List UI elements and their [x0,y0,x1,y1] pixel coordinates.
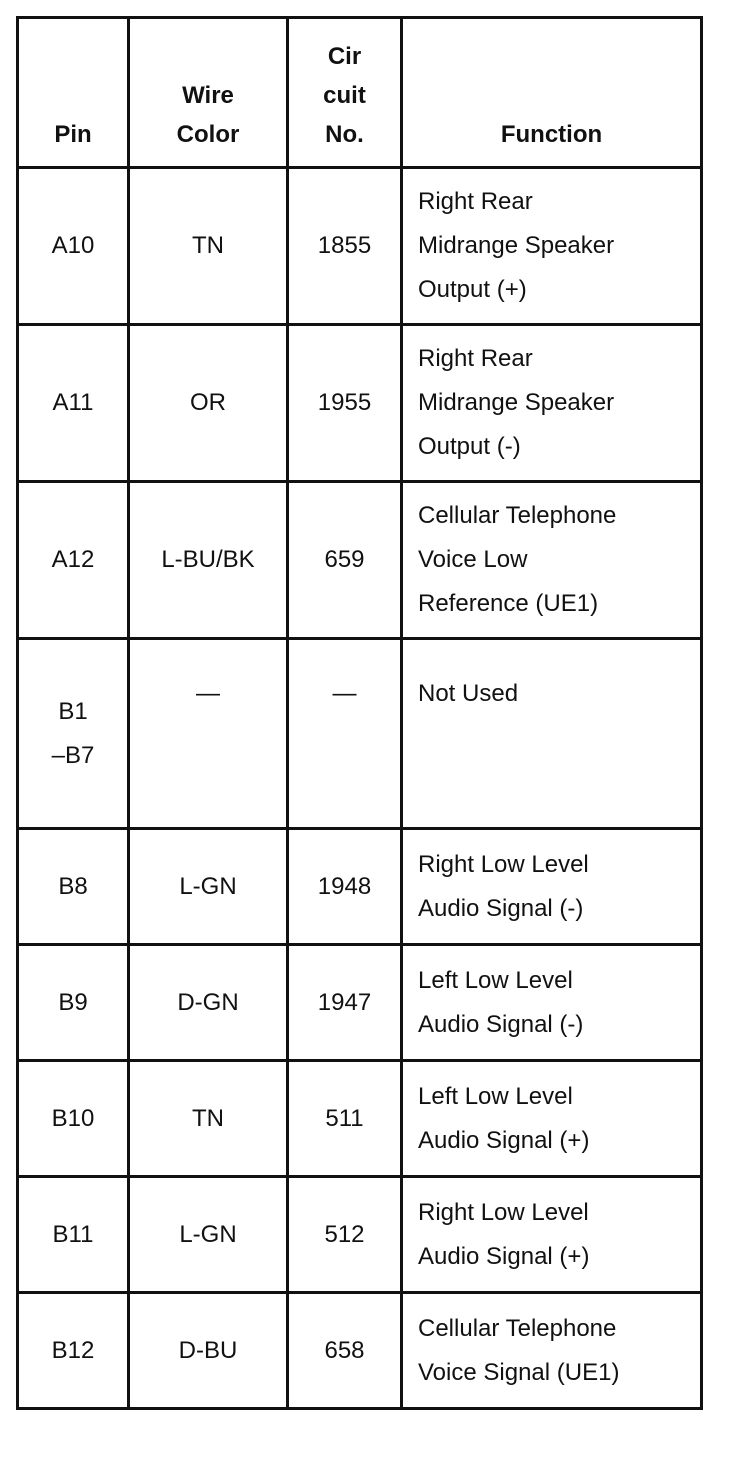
wire-color-cell: TN [129,168,288,325]
pin-cell: A12 [18,482,129,639]
table-row [18,945,702,1061]
circuit-cell: — [288,639,402,829]
header-row [18,18,702,168]
circuit-cell: 1955 [288,325,402,482]
function-cell: Cellular Telephone Voice Low Reference (UE1) [402,482,702,639]
pin-cell: B10 [18,1061,129,1177]
table-row [18,829,702,945]
table-row [18,1061,702,1177]
header-wire-color: Wire Color [129,18,288,168]
table-row [18,1177,702,1293]
wire-color-cell: D-BU [129,1293,288,1409]
function-cell: Left Low Level Audio Signal (+) [402,1061,702,1177]
wire-color-cell: OR [129,325,288,482]
wire-color-cell: L-GN [129,829,288,945]
table-row [18,482,702,639]
header-circuit-no: Cir cuit No. [288,18,402,168]
pinout-table [16,16,703,1410]
function-cell: Left Low Level Audio Signal (-) [402,945,702,1061]
function-cell: Right Rear Midrange Speaker Output (-) [402,325,702,482]
pin-cell: B12 [18,1293,129,1409]
pin-cell: A10 [18,168,129,325]
circuit-cell: 658 [288,1293,402,1409]
header-pin: Pin [18,18,129,168]
header-function: Function [402,18,702,168]
circuit-cell: 659 [288,482,402,639]
table-row [18,639,702,829]
function-cell: Right Low Level Audio Signal (-) [402,829,702,945]
circuit-cell: 511 [288,1061,402,1177]
wire-color-cell: D-GN [129,945,288,1061]
pin-cell: B9 [18,945,129,1061]
circuit-cell: 1948 [288,829,402,945]
table-row [18,1293,702,1409]
wire-color-cell: L-BU/BK [129,482,288,639]
pin-cell: B11 [18,1177,129,1293]
function-cell: Not Used [402,639,702,829]
function-cell: Right Low Level Audio Signal (+) [402,1177,702,1293]
pin-cell: B1 –B7 [18,639,129,829]
wire-color-cell: L-GN [129,1177,288,1293]
circuit-cell: 512 [288,1177,402,1293]
circuit-cell: 1855 [288,168,402,325]
function-cell: Cellular Telephone Voice Signal (UE1) [402,1293,702,1409]
wire-color-cell: TN [129,1061,288,1177]
pin-cell: B8 [18,829,129,945]
table-row [18,168,702,325]
pin-cell: A11 [18,325,129,482]
function-cell: Right Rear Midrange Speaker Output (+) [402,168,702,325]
table-row [18,325,702,482]
wire-color-cell: — [129,639,288,829]
circuit-cell: 1947 [288,945,402,1061]
